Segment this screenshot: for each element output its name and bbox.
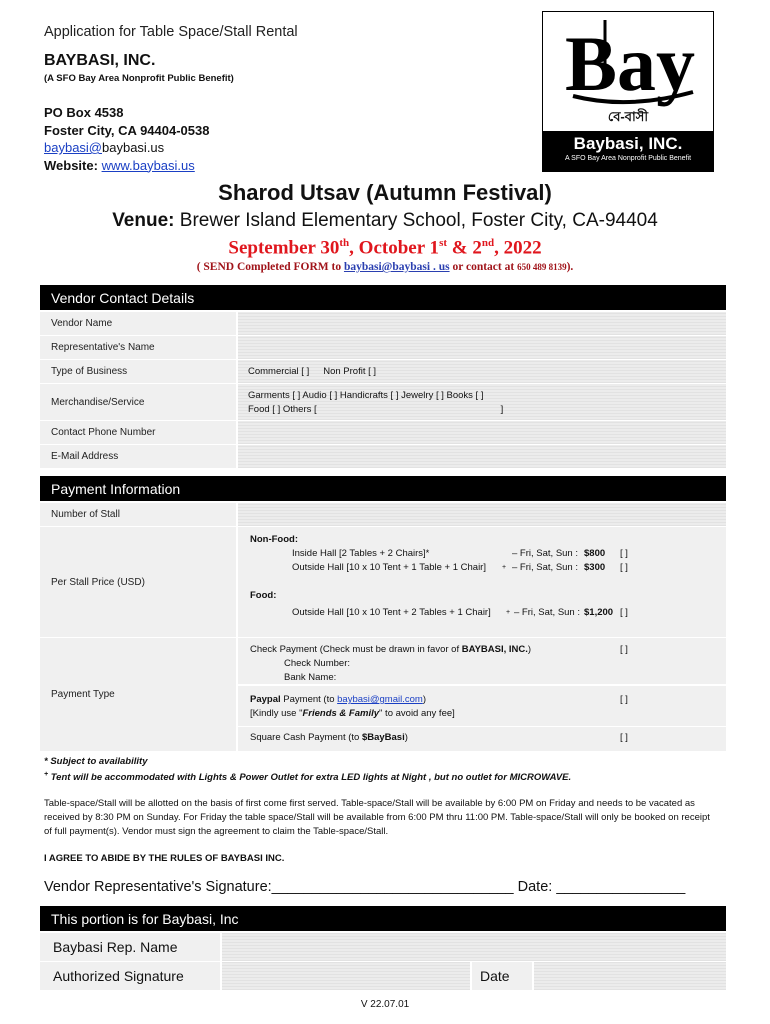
vendor-name-field[interactable] bbox=[238, 312, 726, 335]
date-sup: nd bbox=[481, 237, 495, 249]
email-field[interactable] bbox=[238, 445, 726, 468]
bay-logo-letters: Bay bbox=[565, 20, 696, 107]
outside-hall-option[interactable] bbox=[250, 561, 726, 575]
vendor-name-label: Vendor Name bbox=[40, 312, 236, 335]
food-days: – Fri, Sat, Sun : bbox=[514, 607, 580, 618]
logo-tagline: A SFO Bay Area Nonprofit Public Benefit bbox=[564, 155, 692, 162]
venue-line bbox=[0, 210, 770, 232]
date-label: Date: bbox=[513, 879, 557, 895]
date-field[interactable]: ________________ bbox=[556, 879, 686, 895]
merchandise-options-1[interactable]: Garments [ ] Audio [ ] Handicrafts [ ] Jewelry [ ] Books [ ] bbox=[248, 390, 484, 401]
date-part: September 30 bbox=[228, 237, 340, 259]
phone-field[interactable] bbox=[238, 421, 726, 444]
office-date-label: Date bbox=[472, 962, 532, 990]
rep-name-label: Baybasi Rep. Name bbox=[40, 933, 220, 961]
venue-name: Brewer Island Elementary School, Foster City, CA-94404 bbox=[179, 210, 658, 231]
logo-band bbox=[543, 131, 713, 171]
phone-label: Contact Phone Number bbox=[40, 421, 236, 444]
food-checkbox[interactable]: [ ] bbox=[620, 607, 628, 618]
po-box: PO Box 4538 bbox=[44, 105, 124, 120]
square-handle: $BayBasi bbox=[361, 732, 405, 743]
form-title: Application for Table Space/Stall Rental bbox=[44, 24, 298, 40]
vendor-section-heading: Vendor Contact Details bbox=[40, 285, 726, 310]
food-desc: Outside Hall [10 x 10 Tent + 2 Tables + 1 Chair] bbox=[292, 607, 491, 618]
paypal-text: ) bbox=[422, 694, 426, 705]
baybasi-logo bbox=[542, 11, 714, 172]
paypal-payment-option[interactable] bbox=[238, 686, 726, 726]
commercial-checkbox[interactable]: Commercial [ ] bbox=[248, 366, 310, 377]
tent-mark: + bbox=[44, 771, 49, 778]
square-checkbox[interactable]: [ ] bbox=[620, 732, 628, 743]
price-options bbox=[238, 527, 726, 637]
website-label: Website: bbox=[44, 157, 98, 173]
payment-section-heading: Payment Information bbox=[40, 476, 726, 501]
check-text: Check Payment (Check must be drawn in favor of bbox=[250, 644, 462, 655]
outside-hall-checkbox[interactable]: [ ] bbox=[620, 562, 628, 573]
website-link[interactable]: www.baybasi.us bbox=[101, 157, 195, 173]
date-part: & 2 bbox=[447, 237, 482, 259]
contact-phone: 650 489 8139 bbox=[517, 262, 567, 272]
bay-logo-art bbox=[543, 12, 713, 112]
outside-hall-days: – Fri, Sat, Sun : bbox=[512, 562, 578, 573]
send-email-link[interactable]: baybasi@baybasi . us bbox=[343, 261, 450, 273]
food-option[interactable] bbox=[250, 606, 726, 620]
merchandise-label: Merchandise/Service bbox=[40, 384, 236, 420]
paypal-note: " to avoid any fee] bbox=[379, 708, 455, 719]
paypal-note: [Kindly use " bbox=[250, 708, 303, 719]
payment-type-label: Payment Type bbox=[40, 638, 236, 751]
inside-hall-desc: Inside Hall [2 Tables + 2 Chairs]* bbox=[292, 548, 430, 559]
logo-bengali-text: বে-বাসী bbox=[607, 109, 649, 124]
venue-label: Venue: bbox=[112, 210, 175, 231]
authorized-signature-field[interactable] bbox=[222, 962, 470, 990]
email-domain: baybasi.us bbox=[102, 140, 165, 155]
org-name: BAYBASI, INC. bbox=[44, 52, 156, 69]
tent-note-text: Tent will be accommodated with Lights & Power Outlet for extra LED lights at Night , but no outlet for MICROWAVE. bbox=[48, 772, 572, 784]
availability-note: * Subject to availability bbox=[44, 756, 148, 767]
rep-name-label: Representative's Name bbox=[40, 336, 236, 359]
paypal-text: Payment (to bbox=[280, 694, 338, 705]
city-line: Foster City, CA 94404-0538 bbox=[44, 122, 210, 138]
paypal-checkbox[interactable]: [ ] bbox=[620, 694, 628, 705]
website-line bbox=[44, 157, 209, 175]
check-payment-option[interactable] bbox=[238, 638, 726, 684]
signature-label: Vendor Representative's Signature: bbox=[44, 879, 272, 895]
inside-hall-days: – Fri, Sat, Sun : bbox=[512, 548, 578, 559]
rep-name-field[interactable] bbox=[238, 336, 726, 359]
office-date-field[interactable] bbox=[534, 962, 726, 990]
agreement-statement: I AGREE TO ABIDE BY THE RULES OF BAYBASI INC. bbox=[44, 853, 285, 864]
tent-mark: + bbox=[506, 609, 511, 616]
date-sup: st bbox=[439, 237, 448, 249]
email-line bbox=[44, 139, 209, 157]
office-section-heading: This portion is for Baybasi, Inc bbox=[40, 906, 726, 931]
inside-hall-checkbox[interactable]: [ ] bbox=[620, 548, 628, 559]
nonfood-heading: Non-Food: bbox=[250, 534, 299, 545]
stall-count-label: Number of Stall bbox=[40, 503, 236, 526]
merchandise-field[interactable] bbox=[238, 384, 726, 420]
logo-name: Baybasi, INC. bbox=[573, 134, 683, 153]
paypal-label: Paypal bbox=[250, 694, 281, 705]
merchandise-options-2[interactable] bbox=[248, 403, 726, 417]
others-close-bracket: ] bbox=[500, 404, 504, 415]
check-text: ) bbox=[527, 644, 532, 655]
business-type-label: Type of Business bbox=[40, 360, 236, 383]
tent-mark: + bbox=[502, 564, 507, 571]
send-instructions bbox=[0, 261, 770, 273]
check-number-label: Check Number: bbox=[284, 658, 350, 669]
food-price: $1,200 bbox=[584, 607, 614, 618]
stall-count-field[interactable] bbox=[238, 503, 726, 526]
org-subtitle: (A SFO Bay Area Nonprofit Public Benefit) bbox=[44, 73, 234, 84]
inside-hall-price: $800 bbox=[584, 548, 606, 559]
send-text: or contact at bbox=[449, 261, 518, 273]
date-part: , October 1 bbox=[349, 237, 440, 259]
festival-title: Sharod Utsav (Autumn Festival) bbox=[218, 180, 552, 205]
date-part: , 2022 bbox=[494, 237, 542, 259]
paypal-note-ff: Friends & Family bbox=[302, 708, 380, 719]
food-others-options[interactable]: Food [ ] Others [ bbox=[248, 404, 317, 415]
check-payee: BAYBASI, INC. bbox=[461, 644, 528, 655]
bank-name-label: Bank Name: bbox=[284, 672, 337, 683]
business-type-field[interactable] bbox=[238, 360, 726, 383]
price-label: Per Stall Price (USD) bbox=[40, 527, 236, 637]
signature-field[interactable]: ______________________________ bbox=[271, 879, 514, 895]
paypal-email-link[interactable]: baybasi@gmail.com bbox=[337, 694, 423, 705]
square-text: Square Cash Payment (to bbox=[250, 732, 362, 743]
nonprofit-checkbox[interactable]: Non Profit [ ] bbox=[323, 366, 377, 377]
rules-paragraph: Table-space/Stall will be allotted on the basis of first come first served. Table-space/Stall will be available by 6:00 PM on Friday and needs to be vacated as received by 8:30 PM on Sunday. For Friday the table space/Stall will be available from 6:00 PM thru 11:00 PM. Table-space/Stall will only be booked on receipt of full payment(s). Vendor must sign the agreement to claim the Table-space/Stall. bbox=[44, 798, 710, 837]
email-label: E-Mail Address bbox=[40, 445, 236, 468]
food-heading: Food: bbox=[250, 590, 277, 601]
outside-hall-desc: Outside Hall [10 x 10 Tent + 1 Table + 1 Chair] bbox=[292, 562, 486, 573]
rep-name-field[interactable] bbox=[222, 933, 726, 961]
outside-hall-price: $300 bbox=[584, 562, 606, 573]
version-number: V 22.07.01 bbox=[360, 999, 410, 1010]
signature-line bbox=[44, 879, 685, 895]
authorized-signature-label: Authorized Signature bbox=[40, 962, 220, 990]
address-block bbox=[44, 104, 209, 174]
send-text: ). bbox=[566, 261, 574, 273]
event-dates bbox=[0, 237, 770, 259]
date-sup: th bbox=[339, 237, 350, 249]
inside-hall-option[interactable] bbox=[250, 547, 726, 561]
square-payment-option[interactable] bbox=[238, 727, 726, 751]
square-text: ) bbox=[404, 732, 408, 743]
tent-note bbox=[44, 771, 571, 783]
check-checkbox[interactable]: [ ] bbox=[620, 644, 628, 655]
email-link[interactable]: baybasi@ bbox=[44, 140, 103, 155]
send-text: ( SEND Completed FORM to bbox=[196, 261, 344, 273]
